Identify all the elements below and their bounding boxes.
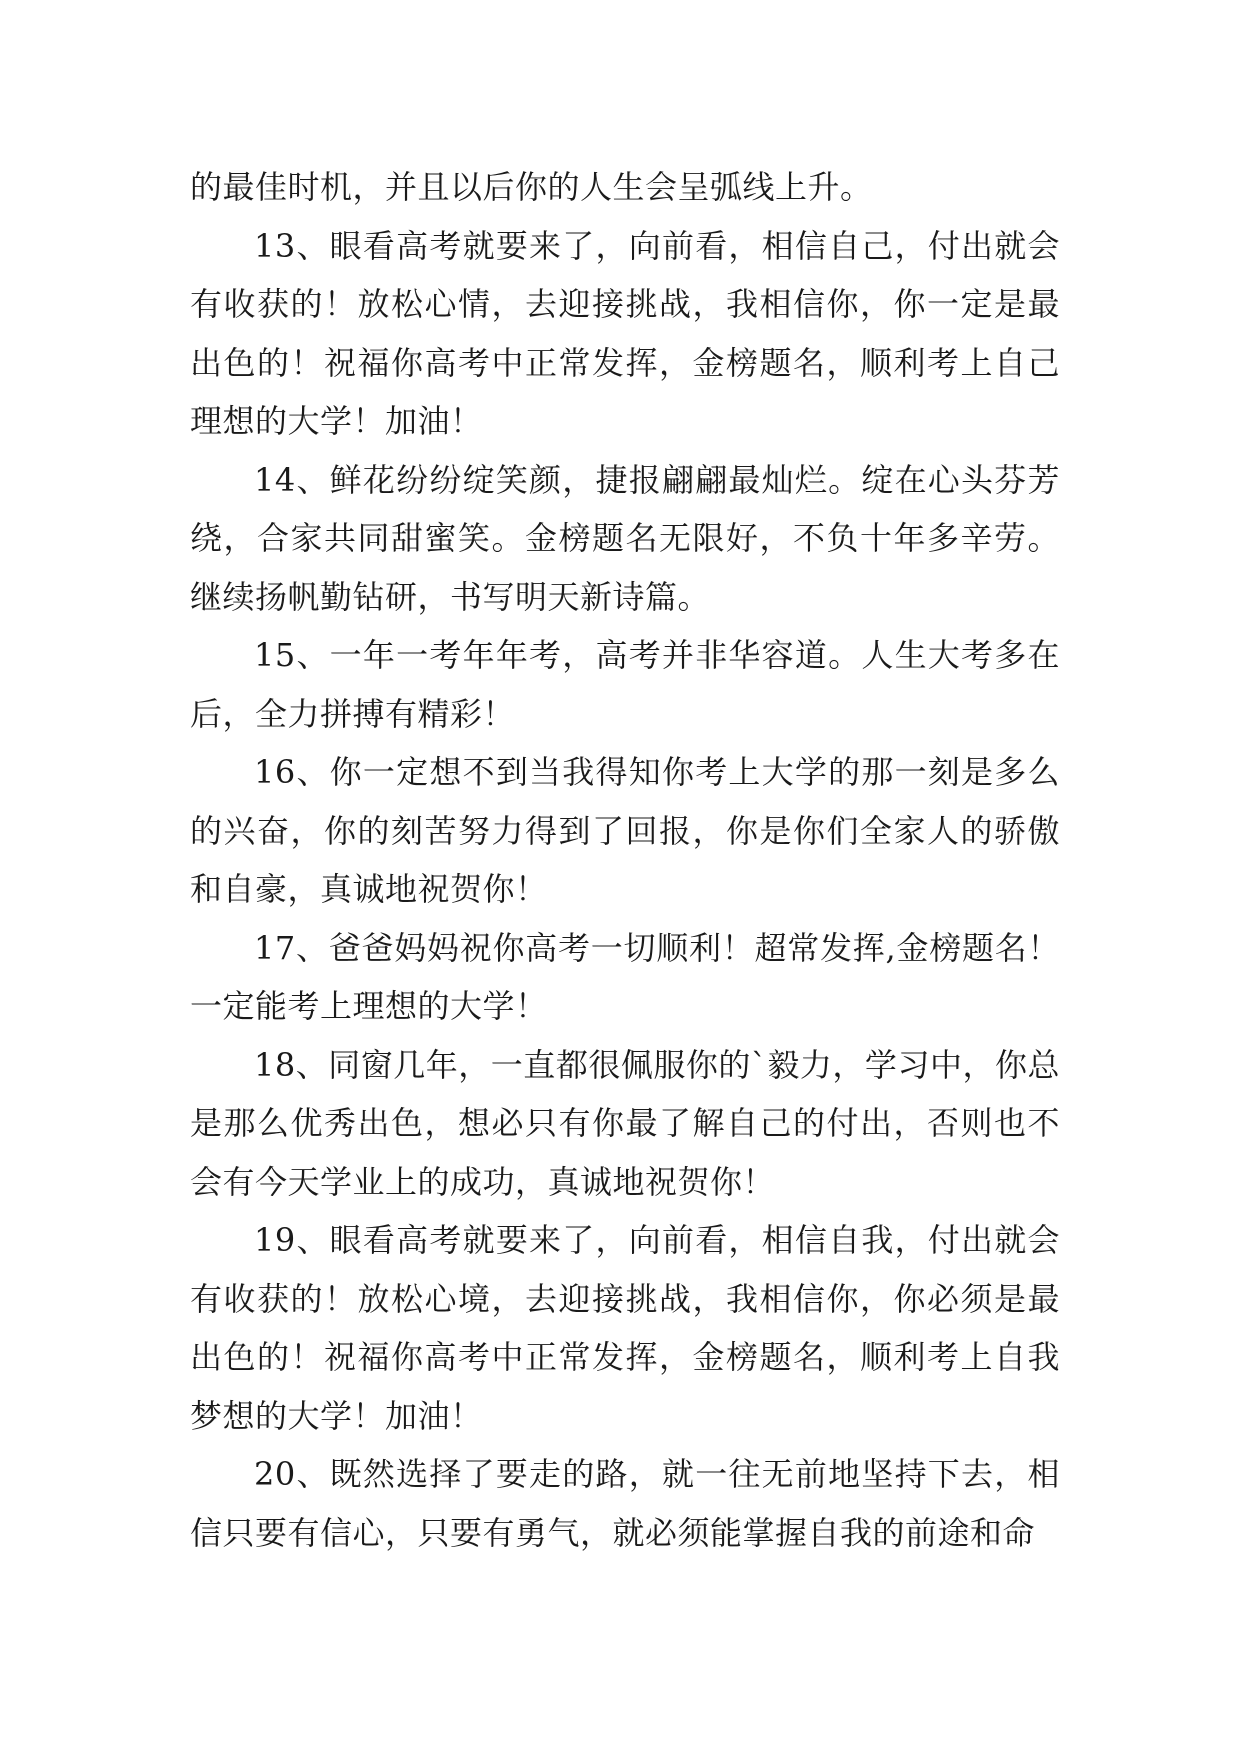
document-body bbox=[190, 158, 1060, 1562]
paragraph-13: 13、眼看高考就要来了，向前看，相信自己，付出就会有收获的！放松心情，去迎接挑战，我相信你，你一定是最出色的！祝福你高考中正常发挥，金榜题名，顺利考上自己理想的大学！加油！ bbox=[190, 226, 1060, 440]
paragraph-19: 19、眼看高考就要来了，向前看，相信自我，付出就会有收获的！放松心境，去迎接挑战，我相信你，你必须是最出色的！祝福你高考中正常发挥，金榜题名，顺利考上自我梦想的大学！加油！ bbox=[190, 1221, 1060, 1435]
paragraph-15: 15、一年一考年年考，高考并非华容道。人生大考多在后，全力拼搏有精彩！ bbox=[190, 636, 1060, 733]
paragraph-20: 20、既然选择了要走的路，就一往无前地坚持下去，相信只要有信心，只要有勇气，就必须能掌握自我的前途和命 bbox=[190, 1455, 1060, 1552]
paragraph-18: 18、同窗几年，一直都很佩服你的`毅力，学习中，你总是那么优秀出色，想必只有你最了解自己的付出，否则也不会有今天学业上的成功，真诚地祝贺你！ bbox=[190, 1045, 1060, 1201]
paragraph-14: 14、鲜花纷纷绽笑颜，捷报翩翩最灿烂。绽在心头芬芳绕，合家共同甜蜜笑。金榜题名无限好，不负十年多辛劳。继续扬帆勤钻研，书写明天新诗篇。 bbox=[190, 460, 1060, 616]
paragraph-continuation: 的最佳时机，并且以后你的人生会呈弧线上升。 bbox=[190, 168, 873, 206]
paragraph-16: 16、你一定想不到当我得知你考上大学的那一刻是多么的兴奋，你的刻苦努力得到了回报，你是你们全家人的骄傲和自豪，真诚地祝贺你！ bbox=[190, 753, 1060, 908]
paragraph-17: 17、爸爸妈妈祝你高考一切顺利！超常发挥,金榜题名！一定能考上理想的大学！ bbox=[190, 928, 1060, 1025]
